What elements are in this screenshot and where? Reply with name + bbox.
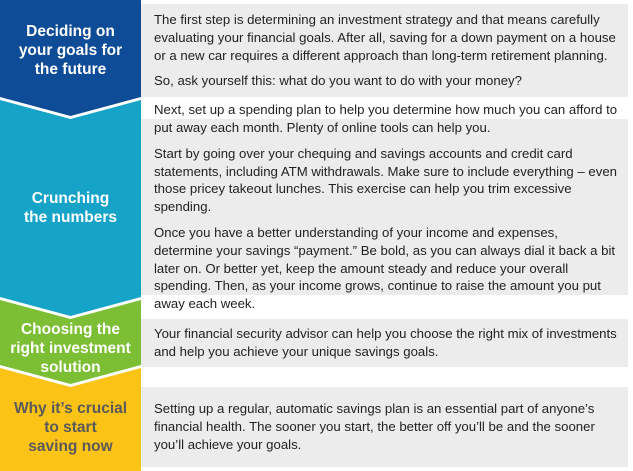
step-3-panel: [141, 319, 628, 367]
step-1-panel: [141, 4, 628, 97]
step-4-paragraph-1: Setting up a regular, automatic savings plan is an essential part of anyone’s financial health. The sooner you start, the better off you’ll be and the sooner you’ll achieve your goals.: [154, 401, 595, 452]
step-3-label-text: Choosing the right investment solution: [10, 320, 131, 376]
step-2-panel: [141, 102, 628, 312]
step-1-label: [0, 0, 141, 100]
step-3-paragraph-1: Your financial security advisor can help you choose the right mix of investments and help you achieve your unique savings goals.: [154, 326, 617, 359]
step-4-label: [0, 384, 141, 471]
step-2-paragraph-1: Next, set up a spending plan to help you determine how much you can afford to put away each month. Plenty of online tools can help you.: [154, 102, 618, 135]
step-2-paragraph-2: Start by going over your chequing and savings accounts and credit card statements, including ATM withdrawals. Make sure to include everything – even those pricey takeout lunches. This exercise can help you trim excessive spending.: [154, 145, 618, 215]
step-2-label: [0, 116, 141, 300]
step-1-paragraph-2: So, ask yourself this: what do you want to do with your money?: [154, 73, 522, 89]
step-2-label-text: Crunching the numbers: [23, 190, 117, 226]
step-4-label-text: Why it’s crucial to start saving now: [13, 400, 128, 455]
step-4-panel: [141, 387, 628, 467]
step-2-paragraph-3: Once you have a better understanding of your income and expenses, determine your savings “payment.” Be bold, as you can always dial it back a bit later on. Or better yet, keep the amount steady and reduce your overall spending. Then, as your income grows, continue to raise the amount you put away each week.: [154, 224, 616, 312]
step-1-paragraph-1: The first step is determining an investment strategy and that means carefully evaluating your financial goals. After all, saving for a down payment on a house or a new car requires a different approach than long-term retirement planning.: [154, 11, 616, 63]
step-1-label-text: Deciding on your goals for the future: [18, 22, 123, 78]
step-3-label: [0, 316, 141, 380]
